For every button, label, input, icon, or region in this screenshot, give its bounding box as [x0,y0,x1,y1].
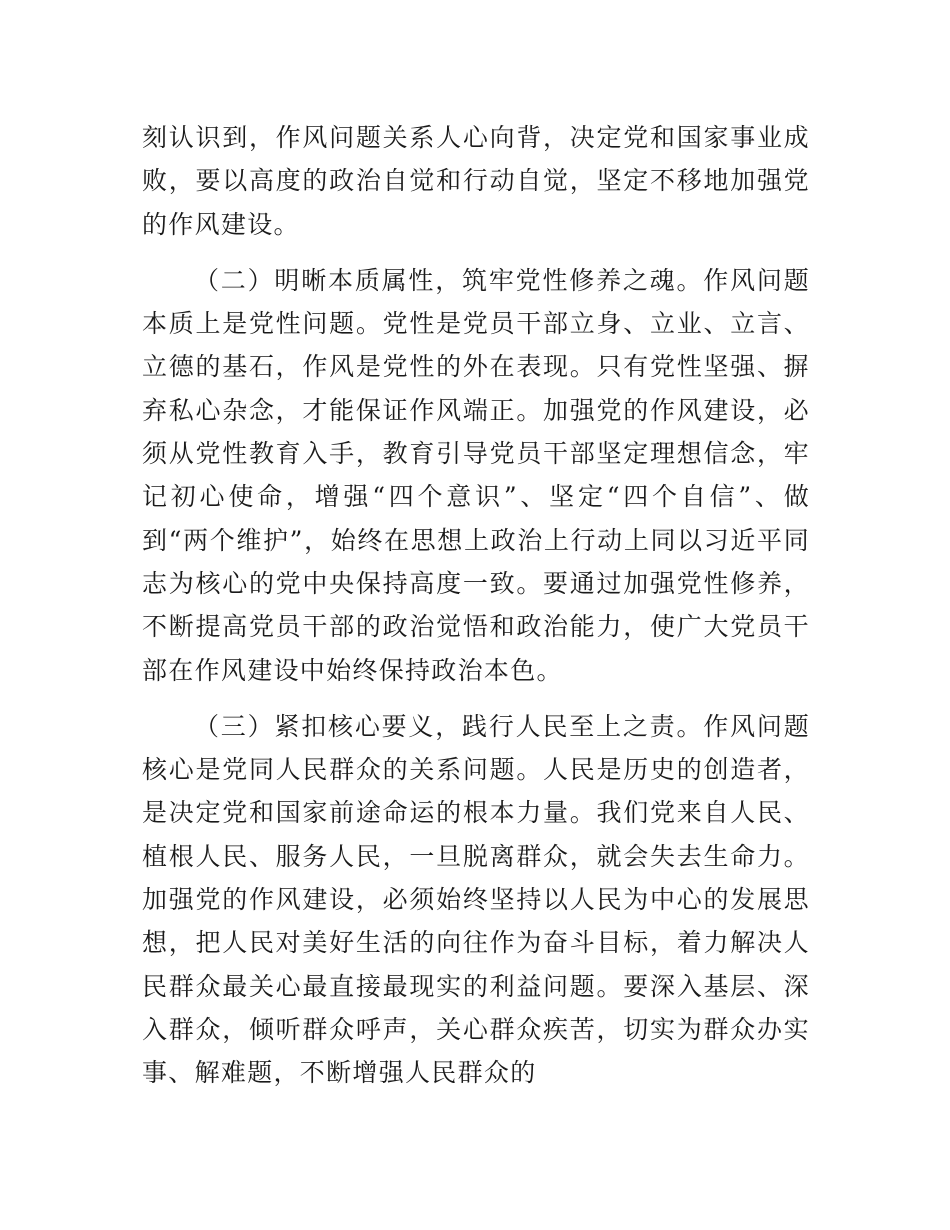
document-page [142,116,810,1095]
paragraph-section-three: （三）紧扣核心要义，践行人民至上之责。作风问题核心是党同人民群众的关系问题。人民是历史的创造者，是决定党和国家前途命运的根本力量。我们党来自人民、植根人民、服务人民，一旦脱离群众，就会失去生命力。加强党的作风建设，必须始终坚持以人民为中心的发展思想，把人民对美好生活的向往作为奋斗目标，着力解决人民群众最关心最直接最现实的利益问题。要深入基层、深入群众，倾听群众呼声，关心群众疾苦，切实为群众办实事、解难题，不断增强人民群众的 [142,711,810,1088]
paragraph-section-two: （二）明晰本质属性，筑牢党性修养之魂。作风问题本质上是党性问题。党性是党员干部立身、立业、立言、立德的基石，作风是党性的外在表现。只有党性坚强、摒弃私心杂念，才能保证作风端正。加强党的作风建设，必须从党性教育入手，教育引导党员干部坚定理想信念，牢记初心使命，增强“四个意识”、坚定“四个自信”、做到“两个维护”，始终在思想上政治上行动上同以习近平同志为核心的党中央保持高度一致。要通过加强党性修养，不断提高党员干部的政治觉悟和政治能力，使广大党员干部在作风建设中始终保持政治本色。 [142,265,810,685]
paragraph-continuation: 刻认识到，作风问题关系人心向背，决定党和国家事业成败，要以高度的政治自觉和行动自觉，坚定不移地加强党的作风建设。 [142,123,810,239]
